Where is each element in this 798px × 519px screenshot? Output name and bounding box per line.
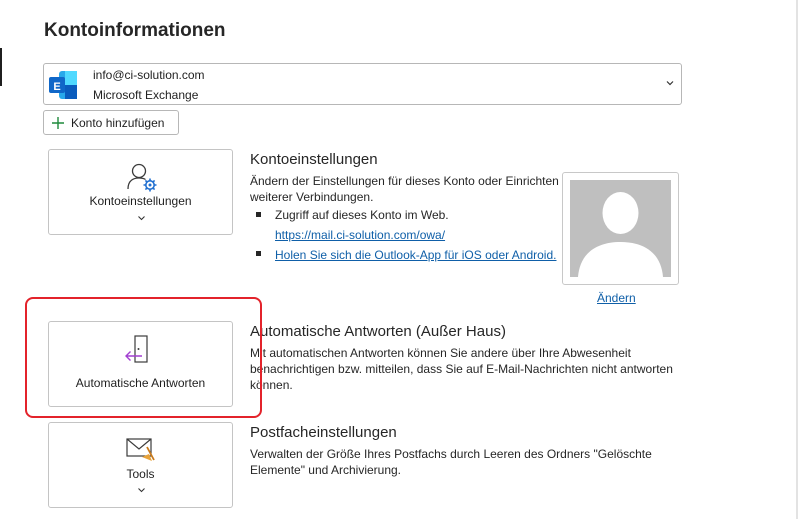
change-photo-link[interactable]: Ändern <box>597 291 636 305</box>
mailbox-settings-heading: Postfacheinstellungen <box>250 424 397 441</box>
account-settings-description-line1: Ändern der Einstellungen für dieses Konto oder Einrichten <box>250 174 559 188</box>
tools-button[interactable] <box>48 422 233 508</box>
account-type: Microsoft Exchange <box>93 88 199 102</box>
chevron-down-icon <box>137 487 146 493</box>
add-account-label: Konto hinzufügen <box>71 115 165 130</box>
account-settings-icon <box>125 160 159 194</box>
bullet-marker <box>256 212 261 217</box>
mailbox-cleanup-icon <box>125 435 157 463</box>
chevron-down-icon <box>665 78 675 88</box>
plus-icon <box>51 116 65 130</box>
automatic-replies-heading: Automatische Antworten (Außer Haus) <box>250 323 506 340</box>
account-settings-tile-label: Kontoeinstellungen <box>89 194 192 208</box>
page-title: Kontoinformationen <box>44 20 226 41</box>
exchange-logo-icon <box>47 69 79 101</box>
door-arrow-icon <box>123 334 153 366</box>
automatic-replies-tile-label: Automatische Antworten <box>75 376 206 390</box>
avatar <box>570 180 671 277</box>
account-selector-dropdown[interactable] <box>43 63 682 105</box>
account-settings-button[interactable] <box>48 149 233 235</box>
automatic-replies-description-line3: können. <box>250 378 293 392</box>
active-nav-indicator <box>0 48 2 86</box>
account-settings-heading: Kontoeinstellungen <box>250 151 378 168</box>
tools-tile-label: Tools <box>126 467 155 481</box>
automatic-replies-description-line1: Mit automatischen Antworten können Sie andere über Ihre Abwesenheit <box>250 346 631 360</box>
bullet-marker <box>256 251 261 256</box>
mailbox-settings-description-line2: Elemente" und Archivierung. <box>250 463 402 477</box>
person-silhouette-icon <box>570 180 671 277</box>
profile-photo[interactable] <box>562 172 679 285</box>
owa-link[interactable]: https://mail.ci-solution.com/owa/ <box>275 228 446 242</box>
account-settings-description-line2: weiterer Verbindungen. <box>250 190 374 204</box>
account-email: info@ci-solution.com <box>93 68 205 82</box>
svg-text:E: E <box>53 81 61 93</box>
add-account-button[interactable] <box>43 110 179 135</box>
mailbox-settings-description-line1: Verwalten der Größe Ihres Postfachs durch Leeren des Ordners "Gelöschte <box>250 447 652 461</box>
automatic-replies-description-line2: benachrichtigen bzw. mitteilen, dass Sie auf E-Mail-Nachrichten nicht antworten <box>250 362 673 376</box>
web-access-text: Zugriff auf dieses Konto im Web. <box>275 208 449 222</box>
chevron-down-icon <box>137 215 146 221</box>
automatic-replies-button[interactable] <box>48 321 233 407</box>
outlook-app-link[interactable]: Holen Sie sich die Outlook-App für iOS oder Android. <box>275 248 557 262</box>
